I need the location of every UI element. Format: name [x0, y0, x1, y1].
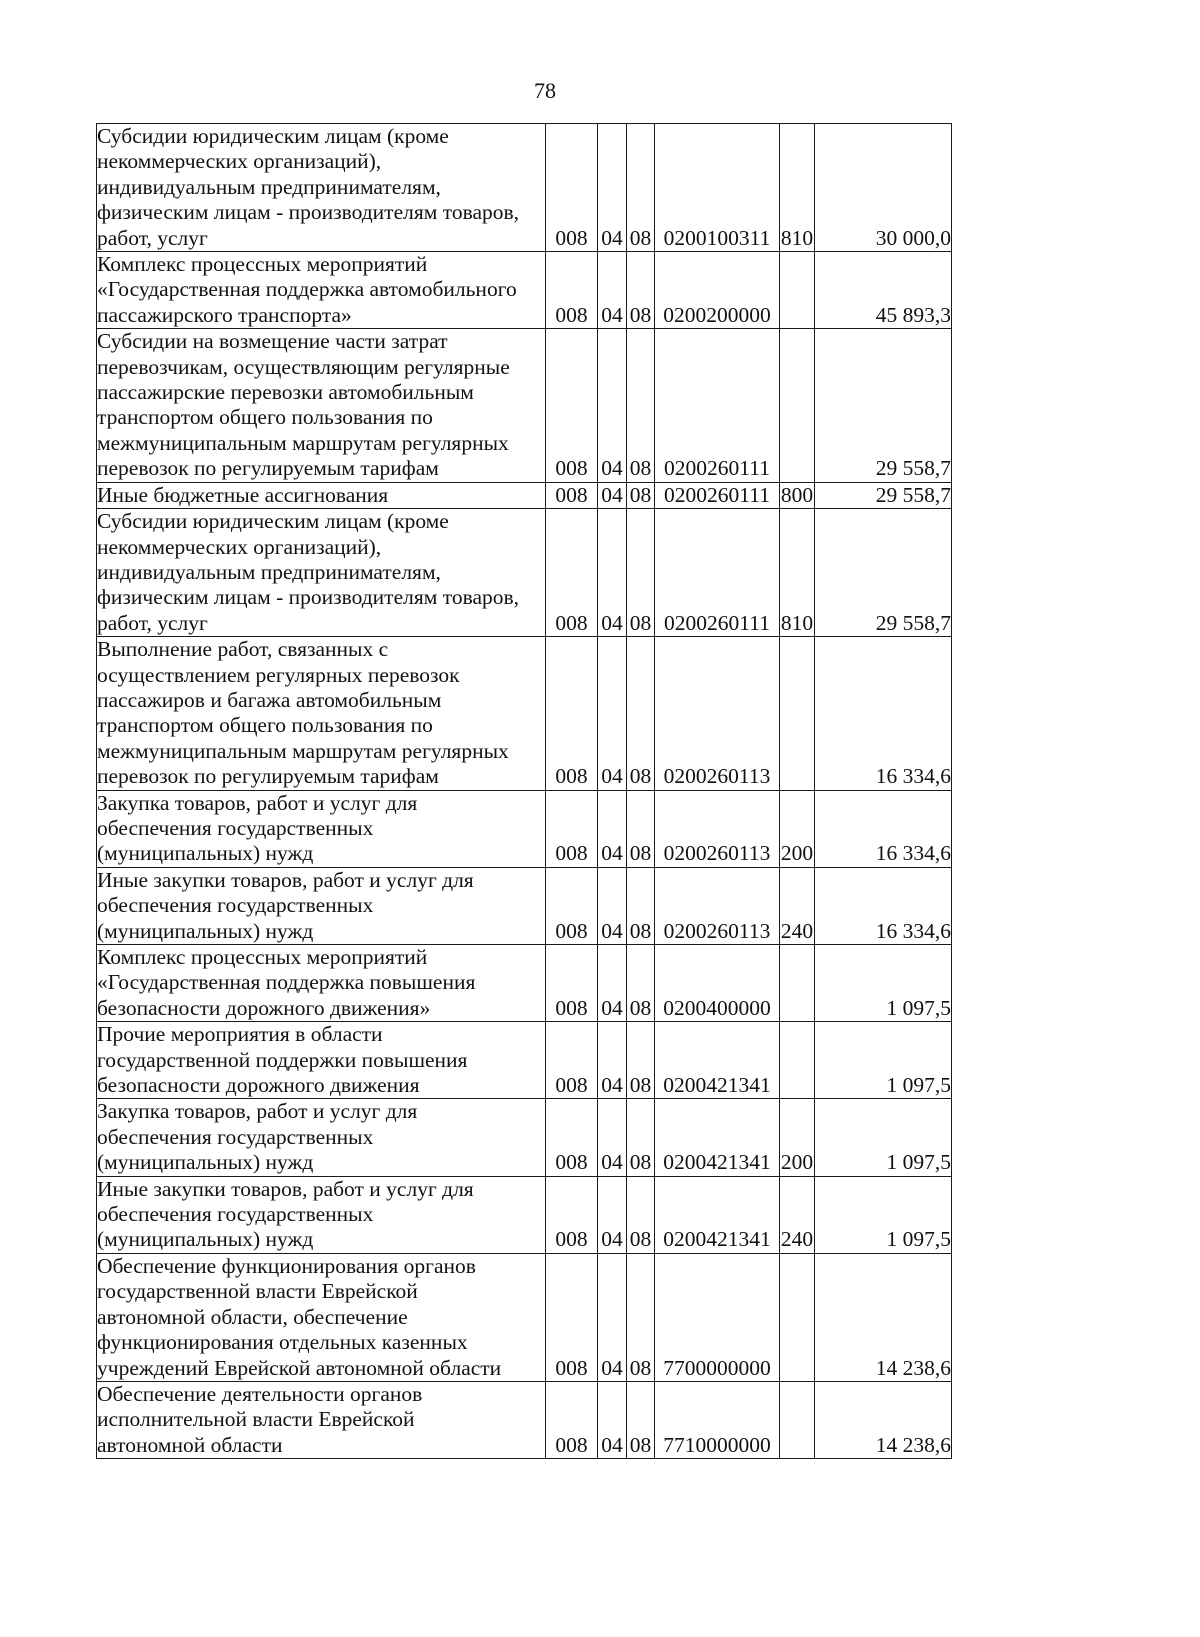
table-row: [97, 124, 952, 252]
amount-cell: 16 334,6: [815, 637, 952, 790]
subsection-code-cell: 08: [627, 1022, 655, 1099]
expense-type-code-cell: 810: [780, 509, 815, 637]
ministry-code-cell: 008: [546, 252, 598, 329]
expense-name-line: пассажирские перевозки автомобильным: [97, 380, 474, 405]
expense-name-cell: [97, 252, 546, 329]
section-code-cell: 04: [598, 867, 627, 944]
amount-cell: 45 893,3: [815, 252, 952, 329]
expense-name-line: работ, услуг: [97, 225, 208, 250]
expense-name-line: Иные закупки товаров, работ и услуг для: [97, 867, 474, 892]
section-code-cell: 04: [598, 1022, 627, 1099]
expense-name-line: Комплекс процессных мероприятий: [97, 945, 428, 969]
expense-name-line: перевозчикам, осуществляющим регулярные: [97, 354, 510, 379]
expense-name-line: некоммерческих организаций),: [97, 534, 382, 559]
amount-cell: 1 097,5: [815, 1176, 952, 1253]
table-row: [97, 1022, 952, 1099]
ministry-code-cell: 008: [546, 1022, 598, 1099]
expense-type-code-cell: [780, 1253, 815, 1381]
table-row: [97, 637, 952, 790]
expense-type-code-cell: 240: [780, 1176, 815, 1253]
expense-name-line: Закупка товаров, работ и услуг для: [97, 790, 418, 815]
expense-name-line: Субсидии юридическим лицам (кроме: [97, 124, 449, 148]
ministry-code-cell: 008: [546, 329, 598, 482]
table-row: [97, 790, 952, 867]
expense-name-cell: [97, 1176, 546, 1253]
expense-name-cell: [97, 1022, 546, 1099]
target-item-code-cell: 0200260111: [655, 482, 780, 508]
expense-name-line: межмуниципальным маршрутам регулярных: [97, 430, 509, 455]
subsection-code-cell: 08: [627, 252, 655, 329]
amount-cell: 29 558,7: [815, 482, 952, 508]
expense-type-code-cell: [780, 329, 815, 482]
target-item-code-cell: 0200421341: [655, 1022, 780, 1099]
expense-name-cell: [97, 637, 546, 790]
expense-name-line: государственной поддержки повышения: [97, 1047, 468, 1072]
expense-name-line: Выполнение работ, связанных с: [97, 637, 389, 662]
table-row: [97, 482, 952, 508]
expense-name-line: транспортом общего пользования по: [97, 713, 433, 738]
expense-name-cell: [97, 1099, 546, 1176]
expense-name-line: (муниципальных) нужд: [97, 918, 314, 943]
section-code-cell: 04: [598, 252, 627, 329]
section-code-cell: 04: [598, 482, 627, 508]
ministry-code-cell: 008: [546, 509, 598, 637]
section-code-cell: 04: [598, 1253, 627, 1381]
section-code-cell: 04: [598, 124, 627, 252]
ministry-code-cell: 008: [546, 945, 598, 1022]
expense-name-cell: [97, 1253, 546, 1381]
expense-name-line: государственной власти Еврейской: [97, 1279, 418, 1304]
expense-name-line: автономной области: [97, 1432, 283, 1457]
expense-name-line: обеспечения государственных: [97, 815, 374, 840]
expense-name-line: Субсидии юридическим лицам (кроме: [97, 509, 449, 534]
ministry-code-cell: 008: [546, 1176, 598, 1253]
target-item-code-cell: 0200260111: [655, 509, 780, 637]
expense-name-line: индивидуальным предпринимателям,: [97, 174, 441, 199]
expense-name-line: индивидуальным предпринимателям,: [97, 559, 441, 584]
table-row: [97, 329, 952, 482]
expense-type-code-cell: 240: [780, 867, 815, 944]
expense-name-line: учреждений Еврейской автономной области: [97, 1355, 502, 1380]
expense-name-line: перевозок по регулируемым тарифам: [97, 764, 439, 789]
target-item-code-cell: 0200421341: [655, 1176, 780, 1253]
subsection-code-cell: 08: [627, 637, 655, 790]
target-item-code-cell: 0200400000: [655, 945, 780, 1022]
expense-type-code-cell: 800: [780, 482, 814, 507]
subsection-code-cell: 08: [627, 1381, 655, 1458]
subsection-code-cell: 08: [627, 1176, 655, 1253]
expense-name-line: (муниципальных) нужд: [97, 841, 314, 866]
expense-type-code-cell: 200: [780, 1099, 815, 1176]
expense-type-code-cell: 200: [780, 790, 815, 867]
amount-cell: 30 000,0: [815, 124, 952, 252]
expense-name-line: безопасности дорожного движения: [97, 1073, 420, 1098]
target-item-code-cell: 0200100311: [655, 124, 780, 252]
expense-name-line: обеспечения государственных: [97, 1202, 374, 1227]
budget-table: [96, 123, 952, 1459]
ministry-code-cell: 008: [546, 1381, 598, 1458]
target-item-code-cell: 0200421341: [655, 1099, 780, 1176]
expense-name-line: обеспечения государственных: [97, 893, 374, 918]
expense-name-line: «Государственная поддержка повышения: [97, 970, 476, 995]
section-code-cell: 04: [598, 1381, 627, 1458]
expense-name-line: Субсидии на возмещение части затрат: [97, 329, 448, 354]
target-item-code-cell: 0200260113: [655, 867, 780, 944]
ministry-code-cell: 008: [546, 1253, 598, 1381]
expense-name-cell: [97, 124, 546, 252]
ministry-code-cell: 008: [546, 482, 598, 508]
expense-name-cell: [97, 482, 546, 508]
target-item-code-cell: 7710000000: [655, 1381, 780, 1458]
expense-name-line: некоммерческих организаций),: [97, 149, 382, 174]
ministry-code-cell: 008: [546, 1099, 598, 1176]
expense-name-line: межмуниципальным маршрутам регулярных: [97, 738, 509, 763]
expense-name-cell: [97, 509, 546, 637]
amount-cell: 1 097,5: [815, 945, 952, 1022]
target-item-code-cell: 0200260111: [655, 329, 780, 482]
table-row: [97, 1176, 952, 1253]
amount-cell: 1 097,5: [815, 1099, 952, 1176]
expense-name-line: «Государственная поддержка автомобильного: [97, 277, 517, 302]
page-number: 78: [534, 78, 556, 103]
ministry-code-cell: 008: [546, 790, 598, 867]
expense-name-line: Комплекс процессных мероприятий: [97, 252, 428, 277]
expense-name-line: физическим лицам - производителям товаров,: [97, 585, 520, 610]
section-code-cell: 04: [598, 329, 627, 482]
expense-name-line: транспортом общего пользования по: [97, 405, 433, 430]
expense-name-line: работ, услуг: [97, 610, 208, 635]
amount-cell: 1 097,5: [815, 1022, 952, 1099]
subsection-code-cell: 08: [627, 1253, 655, 1381]
expense-type-code-cell: [780, 945, 815, 1022]
amount-cell: 29 558,7: [815, 509, 952, 637]
amount-cell: 14 238,6: [815, 1381, 952, 1458]
subsection-code-cell: 08: [627, 509, 655, 637]
expense-name-cell: [97, 1381, 546, 1458]
subsection-code-cell: 08: [627, 482, 655, 508]
ministry-code-cell: 008: [546, 867, 598, 944]
target-item-code-cell: 0200260113: [655, 790, 780, 867]
expense-name-cell: [97, 867, 546, 944]
subsection-code-cell: 08: [627, 790, 655, 867]
table-row: [97, 509, 952, 637]
expense-name-line: Обеспечение функционирования органов: [97, 1253, 476, 1278]
amount-cell: 16 334,6: [815, 790, 952, 867]
ministry-code-cell: 008: [546, 124, 598, 252]
expense-name-line: функционирования отдельных казенных: [97, 1330, 468, 1355]
expense-name-cell: [97, 790, 546, 867]
table-row: [97, 945, 952, 1022]
section-code-cell: 04: [598, 1176, 627, 1253]
expense-name-line: физическим лицам - производителям товаров,: [97, 200, 520, 225]
expense-name-line: (муниципальных) нужд: [97, 1227, 314, 1252]
expense-type-code-cell: [780, 1022, 815, 1099]
expense-name-line: пассажиров и багажа автомобильным: [97, 687, 442, 712]
expense-type-code-cell: [780, 1381, 815, 1458]
target-item-code-cell: 0200200000: [655, 252, 780, 329]
section-code-cell: 04: [598, 790, 627, 867]
section-code-cell: 04: [598, 1099, 627, 1176]
amount-cell: 29 558,7: [815, 329, 952, 482]
section-code-cell: 04: [598, 509, 627, 637]
expense-name-line: осуществлением регулярных перевозок: [97, 662, 460, 687]
target-item-code-cell: 0200260113: [655, 637, 780, 790]
expense-name-line: автономной области, обеспечение: [97, 1304, 408, 1329]
expense-name-line: Прочие мероприятия в области: [97, 1022, 383, 1047]
expense-name-line: Обеспечение деятельности органов: [97, 1381, 423, 1406]
expense-name-line: (муниципальных) нужд: [97, 1150, 314, 1175]
expense-name-line: Иные закупки товаров, работ и услуг для: [97, 1176, 474, 1201]
table-row: [97, 1381, 952, 1458]
subsection-code-cell: 08: [627, 124, 655, 252]
subsection-code-cell: 08: [627, 945, 655, 1022]
table-row: [97, 867, 952, 944]
expense-name-line: исполнительной власти Еврейской: [97, 1407, 415, 1432]
expense-name-line: Иные бюджетные ассигнования: [97, 482, 389, 507]
expense-name-line: безопасности дорожного движения»: [97, 995, 431, 1020]
expense-name-line: перевозок по регулируемым тарифам: [97, 456, 439, 481]
table-row: [97, 252, 952, 329]
subsection-code-cell: 08: [627, 867, 655, 944]
amount-cell: 16 334,6: [815, 867, 952, 944]
section-code-cell: 04: [598, 637, 627, 790]
expense-name-cell: [97, 945, 546, 1022]
expense-name-line: пассажирского транспорта»: [97, 302, 352, 327]
amount-cell: 14 238,6: [815, 1253, 952, 1381]
expense-type-code-cell: [780, 252, 815, 329]
expense-name-line: Закупка товаров, работ и услуг для: [97, 1099, 418, 1124]
expense-name-cell: [97, 329, 546, 482]
subsection-code-cell: 08: [627, 329, 655, 482]
expense-name-line: обеспечения государственных: [97, 1124, 374, 1149]
target-item-code-cell: 7700000000: [655, 1253, 780, 1381]
expense-type-code-cell: [780, 637, 815, 790]
ministry-code-cell: 008: [546, 637, 598, 790]
expense-type-code-cell: 810: [780, 124, 815, 252]
subsection-code-cell: 08: [627, 1099, 655, 1176]
section-code-cell: 04: [598, 945, 627, 1022]
table-row: [97, 1099, 952, 1176]
table-row: [97, 1253, 952, 1381]
